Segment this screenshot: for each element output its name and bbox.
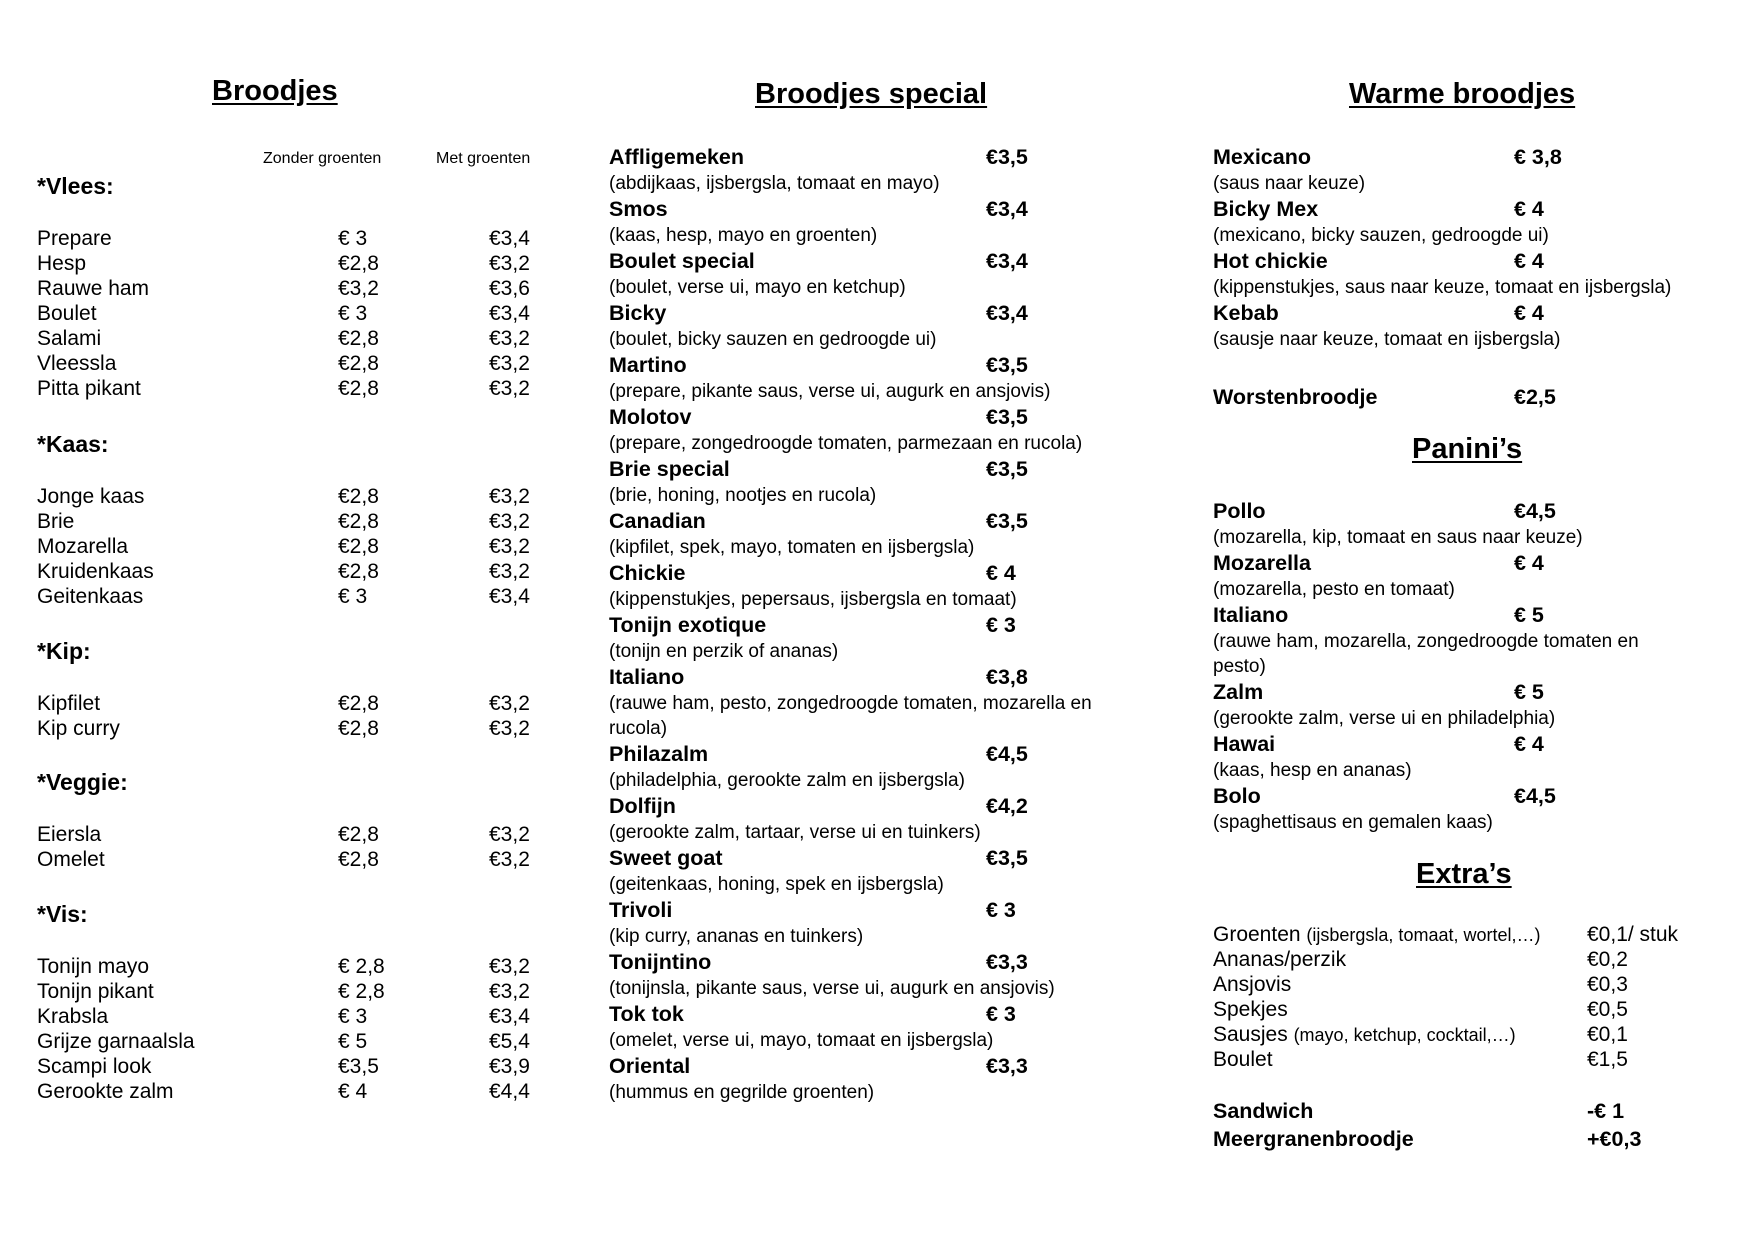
worstenbroodje-row: Worstenbroodje €2,5 [1213,385,1556,409]
list-item: Affligemeken €3,5 (abdijkaas, ijsbergsla, tomaat en mayo) [609,145,1028,194]
list-item: Brie special €3,5 (brie, honing, nootjes en rucola) [609,457,1028,506]
list-item: Bicky Mex € 4 (mexicano, bicky sauzen, gedroogde ui) [1213,197,1549,246]
list-item: Chickie € 4 (kippenstukjes, pepersaus, ijsbergsla en tomaat) [609,561,1017,610]
list-item: Trivoli € 3 (kip curry, ananas en tuinkers) [609,898,1016,947]
list-item: Bolo €4,5 (spaghettisaus en gemalen kaas) [1213,784,1556,833]
list-item: Tonijntino €3,3 (tonijnsla, pikante saus, verse ui, augurk en ansjovis) [609,950,1055,999]
extras-title: Extra’s [1416,858,1512,890]
list-item: Smos €3,4 (kaas, hesp, mayo en groenten) [609,197,1028,246]
warm-list [1213,144,1743,352]
list-item: Boulet €1,5 [1213,1048,1628,1071]
meergranen-row: Meergranenbroodje +€0,3 [1213,1127,1642,1151]
panini-list [1213,498,1743,835]
list-item: Tok tok € 3 (omelet, verse ui, mayo, tomaat en ijsbergsla) [609,1002,1016,1051]
list-item: Groenten (ijsbergsla, tomaat, wortel,…) €0,1/ stuk [1213,923,1679,946]
list-item: Hot chickie € 4 (kippenstukjes, saus naar keuze, tomaat en ijsbergsla) [1213,249,1672,298]
list-item: Italiano €3,8 (rauwe ham, pesto, zongedroogde tomaten, mozarella en rucola) [609,665,1092,739]
list-item: Dolfijn €4,2 (gerookte zalm, tartaar, verse ui en tuinkers) [609,794,1028,843]
category-kip: *Kip: [37,638,91,664]
list-item: Hawai € 4 (kaas, hesp en ananas) [1213,732,1544,781]
panini-title: Panini’s [1412,433,1523,465]
col-with-header: Met groenten [436,150,531,167]
list-item: Sausjes (mayo, ketchup, cocktail,…) €0,1 [1213,1023,1628,1046]
category-vlees: *Vlees: [37,173,114,199]
list-item: Pollo €4,5 (mozarella, kip, tomaat en saus naar keuze) [1213,499,1583,548]
list-item: Martino €3,5 (prepare, pikante saus, verse ui, augurk en ansjovis) [609,353,1051,402]
list-item: Philazalm €4,5 (philadelphia, gerookte zalm en ijsbergsla) [609,742,1028,791]
list-item: Ananas/perzik €0,2 [1213,948,1628,971]
list-item: Italiano € 5 (rauwe ham, mozarella, zongedroogde tomaten en pesto) [1213,603,1639,677]
list-item: Mozarella € 4 (mozarella, pesto en tomaat) [1213,551,1544,600]
list-item: Sweet goat €3,5 (geitenkaas, honing, spek en ijsbergsla) [609,846,1028,895]
list-item: Molotov €3,5 (prepare, zongedroogde tomaten, parmezaan en rucola) [609,405,1083,454]
extras-list [1213,922,1753,1072]
list-item: Tonijn exotique € 3 (tonijn en perzik of ananas) [609,613,1016,662]
list-item: Ansjovis €0,3 [1213,973,1628,996]
list-item: Kebab € 4 (sausje naar keuze, tomaat en ijsbergsla) [1213,301,1561,350]
list-item: Canadian €3,5 (kipfilet, spek, mayo, tomaten en ijsbergsla) [609,509,1028,558]
list-item: Spekjes €0,5 [1213,998,1628,1021]
special-title: Broodjes special [755,78,988,110]
category-veggie: *Veggie: [37,769,128,795]
list-item: Zalm € 5 (gerookte zalm, verse ui en philadelphia) [1213,680,1556,729]
broodjes-title: Broodjes [212,75,338,107]
list-item: Mexicano € 3,8 (saus naar keuze) [1213,145,1562,194]
col-without-header: Zonder groenten [263,150,382,167]
warm-title: Warme broodjes [1349,78,1576,110]
list-item: Boulet special €3,4 (boulet, verse ui, mayo en ketchup) [609,249,1028,298]
list-item: Oriental €3,3 (hummus en gegrilde groenten) [609,1054,1028,1103]
category-kaas: *Kaas: [37,431,109,457]
category-vis: *Vis: [37,901,88,927]
sandwich-row: Sandwich -€ 1 [1213,1099,1625,1123]
list-item: Bicky €3,4 (boulet, bicky sauzen en gedroogde ui) [609,301,1028,350]
special-list [609,144,1169,1105]
